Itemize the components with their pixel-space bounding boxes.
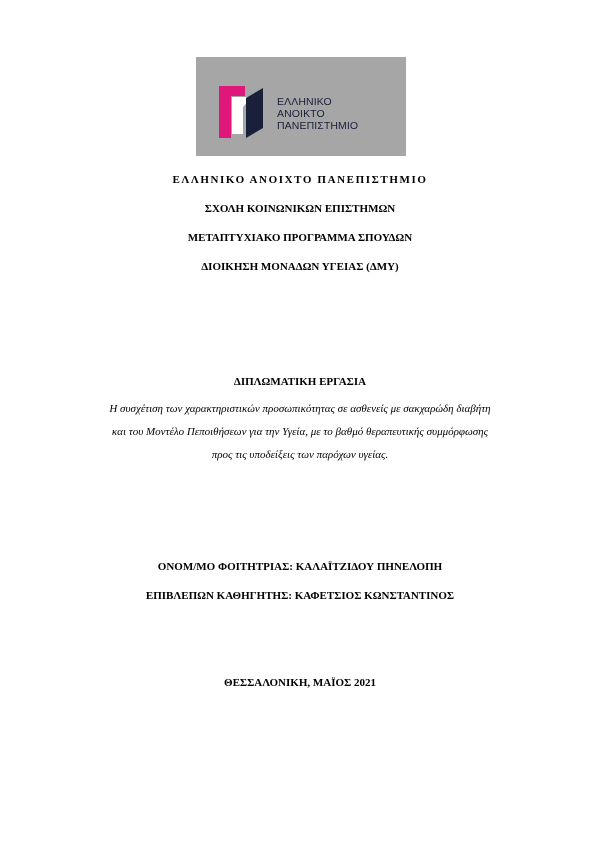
thesis-title-line2: και του Μοντέλο Πεποιθήσεων για την Υγεία, με το βαθμό θεραπευτικής συμμόρφωσης	[111, 426, 489, 438]
department-name: ΔΙΟΙΚΗΣΗ ΜΟΝΑΔΩΝ ΥΓΕΙΑΣ (ΔΜΥ)	[201, 261, 399, 273]
university-logo-mark-icon	[219, 84, 271, 138]
logo-text-line2: ΑΝΟΙΚΤΟ	[277, 108, 325, 120]
thesis-type: ΔΙΠΛΩΜΑΤΙΚΗ ΕΡΓΑΣΙΑ	[233, 376, 367, 388]
thesis-title-line1: Η συσχέτιση των χαρακτηριστικών προσωπικότητας σε ασθενείς με σακχαρώδη διαβήτη	[109, 403, 491, 415]
place-date: ΘΕΣΣΑΛΟΝΙΚΗ, ΜΑΪΟΣ 2021	[224, 677, 376, 689]
university-logo	[196, 57, 406, 156]
program-name: ΜΕΤΑΠΤΥΧΙΑΚΟ ΠΡΟΓΡΑΜΜΑ ΣΠΟΥΔΩΝ	[187, 232, 413, 244]
university-name: ΕΛΛΗΝΙΚΟ ΑΝΟΙΧΤΟ ΠΑΝΕΠΙΣΤΗΜΙΟ	[172, 174, 428, 186]
thesis-title-line3: προς τις υποδείξεις των παρόχων υγείας.	[211, 449, 389, 461]
supervisor-name: ΕΠΙΒΛΕΠΩΝ ΚΑΘΗΓΗΤΗΣ: ΚΑΦΕΤΣΙΟΣ ΚΩΝΣΤΑΝΤΙΝΟΣ	[145, 590, 455, 602]
logo-text-line1: ΕΛΛΗΝΙΚΟ	[277, 96, 332, 108]
student-name: ΟΝΟΜ/ΜΟ ΦΟΙΤΗΤΡΙΑΣ: ΚΑΛΑΪΤΖΙΔΟΥ ΠΗΝΕΛΟΠΗ	[157, 561, 443, 573]
logo-text-line3: ΠΑΝΕΠΙΣΤΗΜΙΟ	[277, 120, 359, 132]
university-logo-text	[277, 96, 358, 132]
school-name: ΣΧΟΛΗ ΚΟΙΝΩΝΙΚΩΝ ΕΠΙΣΤΗΜΩΝ	[204, 203, 396, 215]
